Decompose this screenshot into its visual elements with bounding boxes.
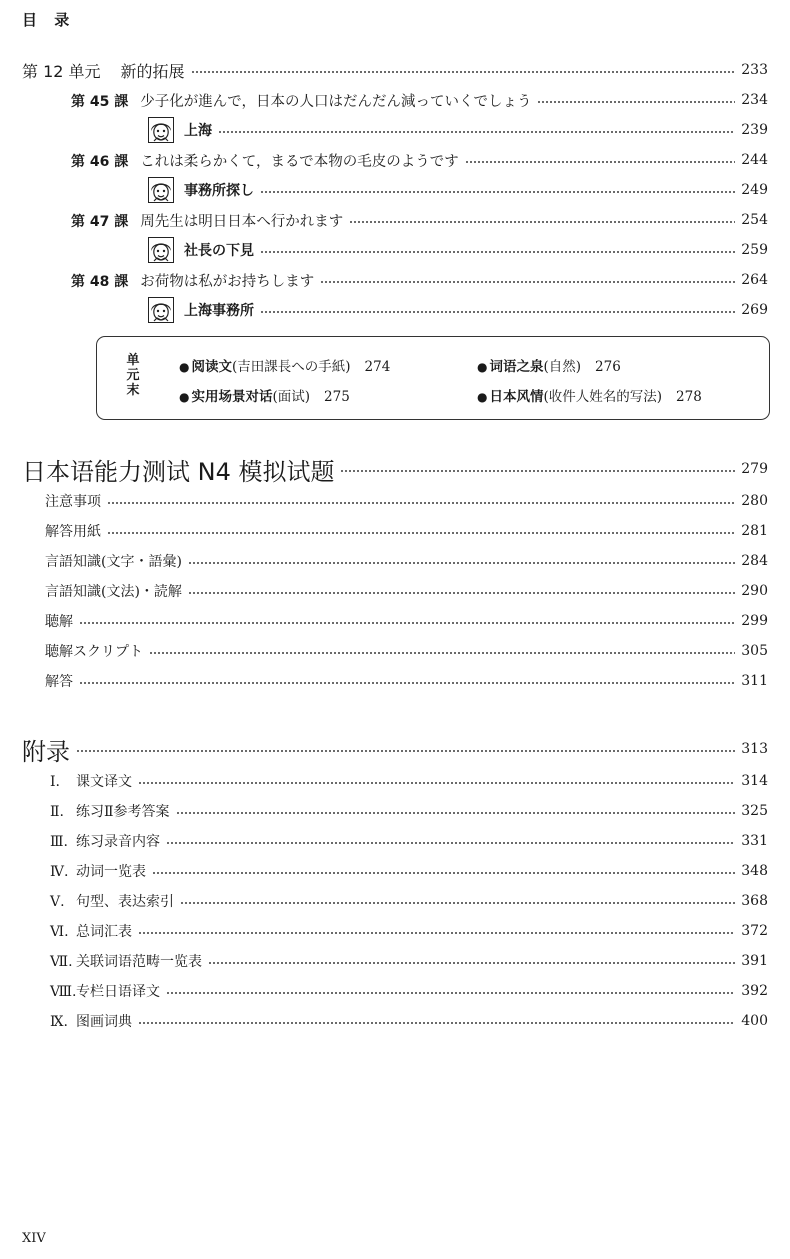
toc-column-entry[interactable] (148, 118, 768, 142)
dot-leader (260, 191, 735, 193)
dot-leader (260, 251, 735, 253)
unit-end-label-char: 单 (126, 353, 140, 368)
column-page: 249 (741, 182, 768, 198)
toc-column-entry[interactable] (148, 178, 768, 202)
unit-end-item-page: 274 (364, 359, 391, 375)
column-label (148, 117, 212, 143)
appendix-item-title: 课文译文 (76, 774, 132, 790)
appendix-item-title: 练习Ⅱ参考答案 (76, 804, 170, 820)
lesson-title: お荷物は私がお持ちします (140, 273, 315, 290)
appendix-item-numeral: Ⅵ. (50, 924, 69, 940)
column-page: 269 (741, 302, 768, 318)
dot-leader (138, 782, 735, 784)
lesson-number: 第 45 課 (71, 93, 129, 110)
dot-leader (180, 902, 735, 904)
column-title: 事務所探し (184, 183, 254, 199)
dot-leader (138, 1022, 735, 1024)
unit-end-item-title: 实用场景对话 (191, 389, 273, 405)
toc-appendix-item[interactable] (50, 889, 768, 913)
appendix-item-page: 368 (741, 893, 768, 909)
unit-end-box (96, 336, 770, 420)
appendix-item-title: 专栏日语译文 (76, 984, 160, 1000)
column-page: 239 (741, 122, 768, 138)
bullet-icon: ● (477, 390, 488, 404)
unit-end-item-sub: (收件人姓名的写法) (543, 389, 663, 405)
appendix-item-numeral: Ⅷ. (50, 984, 77, 1000)
appendix-item-label (50, 921, 132, 941)
appendix-item-label (50, 981, 160, 1001)
appendix-item-page: 400 (741, 1013, 768, 1029)
unit-end-item-page: 276 (595, 359, 621, 375)
appendix-item-numeral: Ⅶ. (50, 954, 73, 970)
column-title: 上海 (184, 123, 212, 139)
dot-leader (340, 470, 735, 472)
appendix-item-page: 372 (741, 923, 768, 939)
lesson-number: 第 46 課 (71, 153, 129, 170)
appendix-item-label (50, 1011, 132, 1031)
appendix-item-label (50, 831, 160, 851)
exam-item-title: 注意事项 (45, 494, 101, 510)
dot-leader (208, 962, 735, 964)
appendix-title: 附录 (22, 737, 70, 766)
exam-item-title: 言語知識(文法)・読解 (45, 584, 182, 600)
toc-column-entry[interactable] (148, 238, 768, 262)
unit-end-item-title: 阅读文 (191, 359, 232, 375)
unit-end-item[interactable] (477, 355, 621, 375)
toc-lesson-entry[interactable] (71, 268, 768, 292)
exam-title: 日本语能力测试 N4 模拟试题 (22, 457, 335, 486)
appendix-item-numeral: Ⅱ. (50, 804, 64, 820)
unit-title: 新的拓展 (120, 61, 185, 81)
cartoon-face-icon (148, 177, 174, 203)
appendix-item-title: 句型、表达索引 (76, 894, 174, 910)
unit-end-label-char: 元 (126, 368, 140, 383)
unit-end-item-page: 275 (324, 389, 350, 405)
dot-leader (138, 932, 735, 934)
unit-end-item-sub: (面试) (272, 389, 311, 405)
toc-lesson-entry[interactable] (71, 88, 768, 112)
lesson-page: 234 (741, 92, 768, 108)
column-page: 259 (741, 242, 768, 258)
dot-leader (107, 532, 735, 534)
appendix-item-label (50, 861, 146, 881)
exam-item-title: 解答 (45, 674, 73, 690)
lesson-label (71, 210, 343, 231)
toc-appendix-item[interactable] (50, 1009, 768, 1033)
dot-leader (176, 812, 736, 814)
toc-appendix-item[interactable] (50, 769, 768, 793)
column-label (148, 237, 254, 263)
exam-item-title: 解答用紙 (45, 524, 101, 540)
toc-appendix-entry[interactable] (22, 734, 768, 764)
dot-leader (149, 652, 735, 654)
lesson-page: 264 (741, 272, 768, 288)
exam-item-title: 言語知識(文字・語彙) (45, 554, 182, 570)
appendix-item-numeral: Ⅰ. (50, 774, 60, 790)
exam-item-page: 290 (741, 583, 768, 599)
appendix-item-numeral: Ⅳ. (50, 864, 69, 880)
toc-exam-item[interactable] (45, 609, 768, 633)
toc-exam-item[interactable] (45, 669, 768, 693)
lesson-title: 少子化が進んで，日本の人口はだんだん減っていくでしょう (140, 93, 532, 110)
toc-exam-item[interactable] (45, 489, 768, 513)
dot-leader (107, 502, 735, 504)
lesson-label (71, 150, 459, 171)
appendix-item-page: 325 (741, 803, 768, 819)
dot-leader (188, 562, 735, 564)
bullet-icon: ● (477, 360, 488, 374)
exam-item-title: 聴解スクリプト (45, 644, 143, 660)
dot-leader (79, 682, 735, 684)
lesson-page: 254 (741, 212, 768, 228)
toc-appendix-item[interactable] (50, 799, 768, 823)
toc-exam-item[interactable] (45, 639, 768, 663)
lesson-title: 周先生は明日日本へ行かれます (140, 213, 344, 230)
appendix-item-title: 练习录音内容 (76, 834, 160, 850)
unit-end-item-sub: (吉田課長への手紙) (231, 359, 351, 375)
unit-label (22, 59, 185, 82)
dot-leader (166, 842, 735, 844)
lesson-label (71, 90, 531, 111)
lesson-page: 244 (741, 152, 768, 168)
dot-leader (537, 101, 735, 103)
unit-end-item-title: 日本风情 (489, 389, 544, 405)
appendix-item-numeral: Ⅸ. (50, 1014, 68, 1030)
toc-exam-item[interactable] (45, 549, 768, 573)
dot-leader (152, 872, 735, 874)
toc-exam-item[interactable] (45, 579, 768, 603)
dot-leader (260, 311, 735, 313)
appendix-item-page: 314 (741, 773, 768, 789)
toc-exam-entry[interactable] (22, 454, 768, 484)
unit-end-label (125, 353, 141, 398)
toc-unit-entry[interactable] (22, 58, 768, 82)
toc-appendix-item[interactable] (50, 859, 768, 883)
lesson-number: 第 47 課 (71, 213, 129, 230)
appendix-item-label (50, 801, 170, 821)
unit-end-item-sub: (自然) (543, 359, 582, 375)
dot-leader (166, 992, 735, 994)
unit-end-item-title: 词语之泉 (489, 359, 544, 375)
dot-leader (79, 622, 735, 624)
dot-leader (349, 221, 735, 223)
toc-appendix-item[interactable] (50, 919, 768, 943)
appendix-item-page: 392 (741, 983, 768, 999)
unit-page: 233 (741, 62, 768, 78)
toc-lesson-entry[interactable] (71, 208, 768, 232)
appendix-item-title: 动词一览表 (76, 864, 146, 880)
unit-end-item[interactable] (179, 355, 390, 375)
exam-item-page: 280 (741, 493, 768, 509)
appendix-item-title: 总词汇表 (76, 924, 132, 940)
cartoon-face-icon (148, 117, 174, 143)
exam-page: 279 (741, 461, 768, 477)
exam-item-page: 299 (741, 613, 768, 629)
appendix-item-label (50, 951, 202, 971)
dot-leader (465, 161, 735, 163)
unit-end-item[interactable] (477, 385, 702, 405)
exam-item-page: 281 (741, 523, 768, 539)
appendix-item-label (50, 891, 174, 911)
unit-end-item[interactable] (179, 385, 350, 405)
toc-appendix-item[interactable] (50, 829, 768, 853)
appendix-item-numeral: Ⅲ. (50, 834, 68, 850)
exam-item-page: 284 (741, 553, 768, 569)
cartoon-face-icon (148, 297, 174, 323)
exam-item-title: 聴解 (45, 614, 73, 630)
appendix-item-page: 331 (741, 833, 768, 849)
dot-leader (218, 131, 735, 133)
lesson-title: これは柔らかくて，まるで本物の毛皮のようです (140, 153, 459, 170)
appendix-item-title: 关联词语范畴一览表 (76, 954, 202, 970)
bullet-icon: ● (179, 390, 190, 404)
unit-number: 第 12 单元 (22, 61, 101, 81)
dot-leader (76, 750, 735, 752)
exam-item-page: 311 (741, 673, 768, 689)
page-header-title: 目 录 (22, 11, 76, 29)
toc-column-entry[interactable] (148, 298, 768, 322)
page-number: XIV (22, 1231, 46, 1246)
toc-exam-item[interactable] (45, 519, 768, 543)
column-title: 上海事務所 (184, 303, 254, 319)
toc-appendix-item[interactable] (50, 979, 768, 1003)
appendix-item-label (50, 771, 132, 791)
lesson-label (71, 270, 314, 291)
dot-leader (320, 281, 735, 283)
bullet-icon: ● (179, 360, 190, 374)
appendix-item-page: 391 (741, 953, 768, 969)
cartoon-face-icon (148, 237, 174, 263)
appendix-item-title: 图画词典 (76, 1014, 132, 1030)
lesson-number: 第 48 課 (71, 273, 129, 290)
column-label (148, 297, 254, 323)
unit-end-item-page: 278 (676, 389, 702, 405)
exam-item-page: 305 (741, 643, 768, 659)
appendix-item-numeral: Ⅴ. (50, 894, 65, 910)
column-title: 社長の下見 (184, 243, 254, 259)
toc-appendix-item[interactable] (50, 949, 768, 973)
column-label (148, 177, 254, 203)
toc-lesson-entry[interactable] (71, 148, 768, 172)
dot-leader (191, 71, 736, 73)
appendix-item-page: 348 (741, 863, 768, 879)
appendix-page: 313 (741, 741, 768, 757)
unit-end-label-char: 末 (126, 383, 140, 398)
dot-leader (188, 592, 735, 594)
